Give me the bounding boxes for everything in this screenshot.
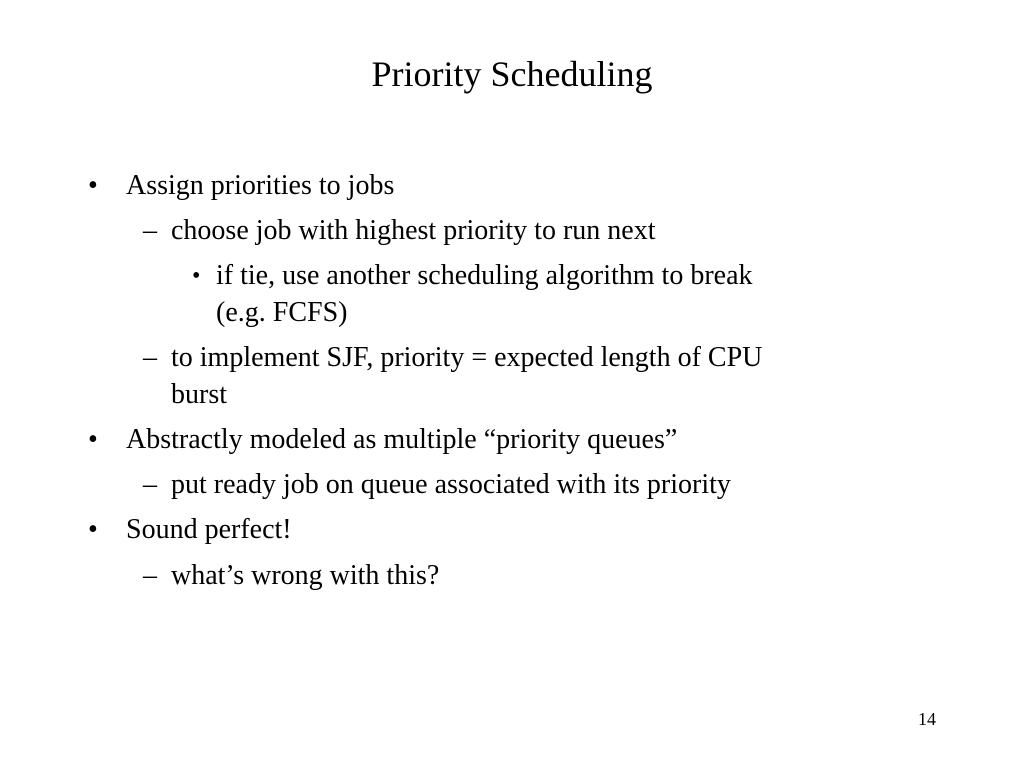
dash-marker: – xyxy=(143,469,157,500)
page-number: 14 xyxy=(918,709,936,729)
bullet-marker: • xyxy=(88,170,98,201)
sub-bullet-put-ready-job: put ready job on queue associated with its priority xyxy=(171,469,731,500)
slide-title: Priority Scheduling xyxy=(371,54,653,94)
sub-bullet-implement-sjf-line2: burst xyxy=(171,379,227,410)
bullet-sound-perfect: Sound perfect! xyxy=(126,514,292,545)
bullet-marker: • xyxy=(88,424,98,455)
dash-marker: – xyxy=(143,560,157,591)
bullet-marker: • xyxy=(88,514,98,545)
bullet-assign-priorities: Assign priorities to jobs xyxy=(126,170,395,201)
bullet-marker: • xyxy=(192,263,201,289)
dash-marker: – xyxy=(143,215,157,246)
bullet-abstractly-modeled: Abstractly modeled as multiple “priority queues” xyxy=(126,424,678,455)
dash-marker: – xyxy=(143,342,157,373)
sub-bullet-whats-wrong: what’s wrong with this? xyxy=(171,560,440,591)
sub-sub-bullet-if-tie-line2: (e.g. FCFS) xyxy=(216,297,348,328)
sub-bullet-implement-sjf-line1: to implement SJF, priority = expected length of CPU xyxy=(171,342,763,373)
sub-bullet-choose-job: choose job with highest priority to run next xyxy=(171,215,656,246)
sub-sub-bullet-if-tie-line1: if tie, use another scheduling algorithm to break xyxy=(216,260,753,291)
